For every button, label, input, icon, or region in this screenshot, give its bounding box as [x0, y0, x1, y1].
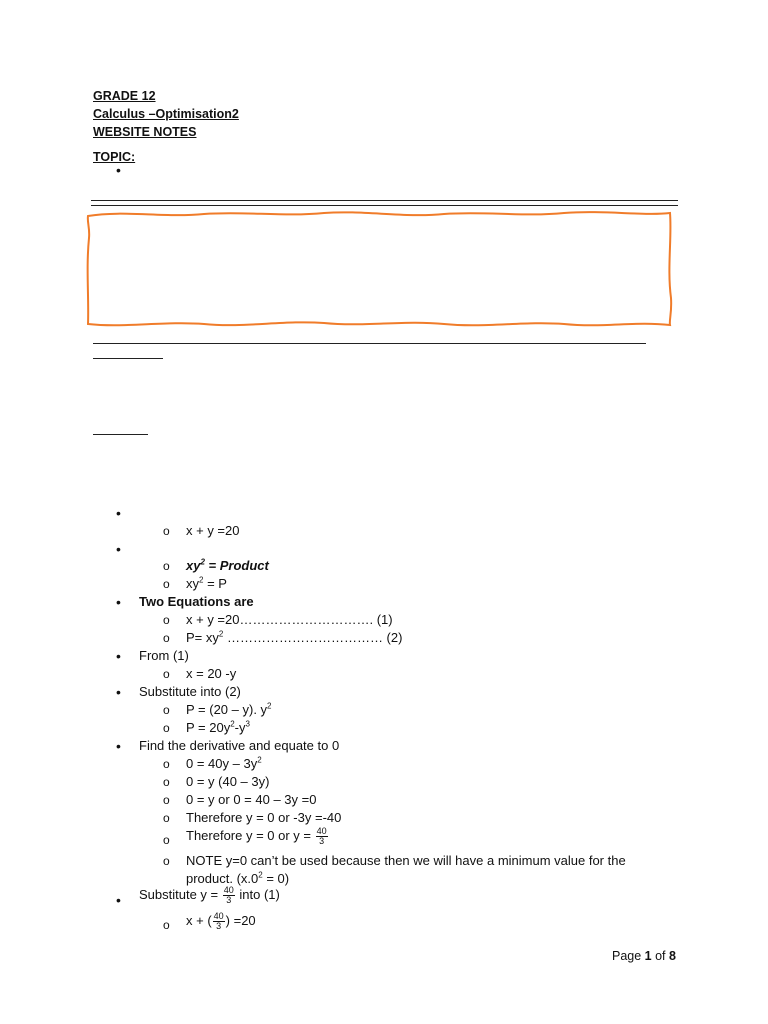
- list-item: 0 = y (40 – 3y): [186, 774, 270, 789]
- page-number: Page 1 of 8: [612, 949, 676, 963]
- list-item: From (1): [139, 648, 189, 663]
- bullet: •: [116, 648, 121, 664]
- list-item: 0 = y or 0 = 40 – 3y =0: [186, 792, 317, 807]
- sub-bullet: o: [163, 793, 170, 807]
- list-item: Find the derivative and equate to 0: [139, 738, 340, 753]
- bullet: •: [116, 594, 121, 610]
- fraction: $\frac{40}{3}$: [223, 885, 234, 905]
- list-item: $P= xy^2$ ……………………………… (2): [186, 629, 403, 645]
- double-divider: [91, 200, 678, 206]
- list-item: product. $(x.0^2 = 0)$: [186, 870, 290, 886]
- list-item: x = 20 -y: [186, 666, 237, 681]
- sub-bullet: o: [163, 613, 170, 627]
- bullet: •: [116, 505, 121, 521]
- list-item: x + y =20…………………………. (1): [186, 612, 393, 627]
- list-item: Substitute into (2): [139, 684, 241, 699]
- sub-bullet: o: [163, 833, 170, 847]
- sub-bullet: o: [163, 559, 170, 573]
- list-item: Therefore y = 0 or y = $\frac{40}{3}$: [186, 826, 327, 846]
- blank-line: [93, 434, 148, 435]
- list-item: NOTE y=0 can’t be used because then we will have a minimum value for the: [186, 853, 626, 868]
- sub-bullet: o: [163, 811, 170, 825]
- fraction: $\frac{40}{3}$: [213, 911, 224, 931]
- topic-heading: TOPIC:: [93, 150, 136, 164]
- list-item: $P = 20y^2-y^3$: [186, 719, 250, 735]
- subject-heading: Calculus –Optimisation2: [93, 107, 239, 121]
- sub-bullet: o: [163, 524, 170, 538]
- bullet: •: [116, 684, 121, 700]
- list-item: P = (20 – y). $y^2$: [186, 701, 272, 717]
- blank-line: [93, 358, 163, 359]
- sub-bullet: o: [163, 721, 170, 735]
- orange-frame: [84, 208, 676, 332]
- fraction: $\frac{40}{3}$: [316, 826, 327, 846]
- sub-bullet: o: [163, 775, 170, 789]
- sub-bullet: o: [163, 577, 170, 591]
- sub-bullet: o: [163, 703, 170, 717]
- list-item: Two Equations are: [139, 594, 254, 609]
- list-item: x + ( $\frac{40}{3}$ ) =20: [186, 911, 256, 931]
- notes-heading: WEBSITE NOTES: [93, 125, 197, 139]
- list-item: $0 = 40y - 3y^2$: [186, 755, 262, 771]
- list-item: Therefore y = 0 or -3y =-40: [186, 810, 342, 825]
- sub-bullet: o: [163, 667, 170, 681]
- list-item: x + y =20: [186, 523, 240, 538]
- blank-line: [93, 343, 646, 344]
- list-item: $xy^2 = P$: [186, 575, 227, 591]
- bullet: •: [116, 892, 121, 908]
- sub-bullet: o: [163, 631, 170, 645]
- bullet: •: [116, 541, 121, 557]
- bullet: •: [116, 738, 121, 754]
- topic-bullet: •: [116, 162, 121, 178]
- sub-bullet: o: [163, 854, 170, 868]
- list-item: $xy^2$ = Product: [186, 557, 269, 573]
- sub-bullet: o: [163, 918, 170, 932]
- list-item: Substitute y = $\frac{40}{3}$ into (1): [139, 885, 280, 905]
- grade-heading: GRADE 12: [93, 89, 156, 103]
- sub-bullet: o: [163, 757, 170, 771]
